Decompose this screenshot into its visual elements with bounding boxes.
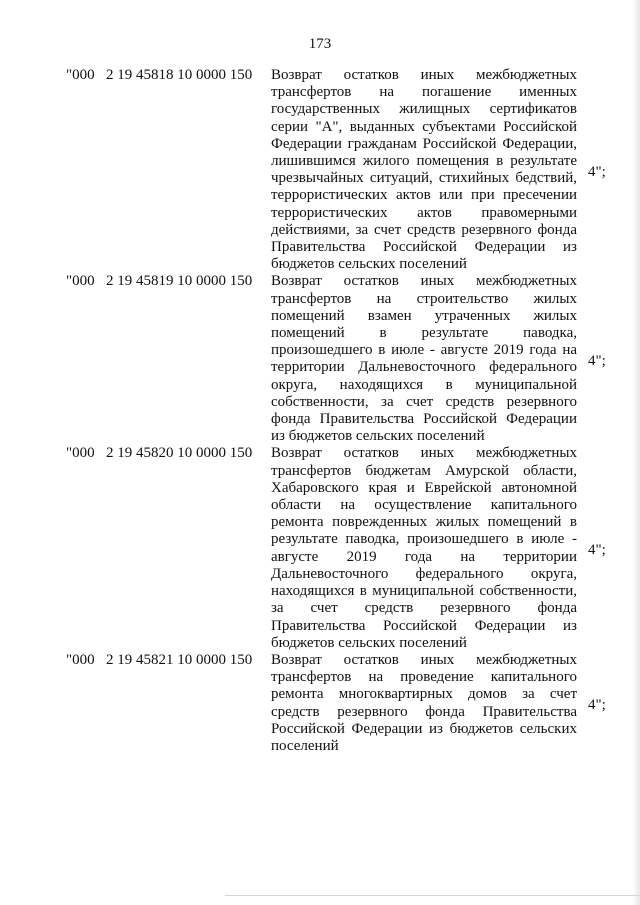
description-line: трансфертов на погашение именных xyxy=(271,84,577,101)
admin-code-prefix: "000 xyxy=(66,273,95,290)
description-line: трансфертов на проведение капитального xyxy=(271,669,577,686)
description-line: Федерации гражданам Российской Федерации, xyxy=(271,135,577,152)
budget-code-entry xyxy=(66,67,606,273)
description-line: Правительства Российской Федерации из xyxy=(271,239,577,256)
description-line: области на осуществление капитального xyxy=(271,497,577,514)
budget-classification-code: 2 19 45821 10 0000 150 xyxy=(106,651,253,668)
admin-code-prefix: "000 xyxy=(66,445,95,462)
description-line: Возврат остатков иных межбюджетных xyxy=(271,445,577,462)
description-line: помещений взамен утраченных жилых xyxy=(271,307,577,324)
description-line: действиями, за счет средств резервного фонда xyxy=(271,221,577,238)
income-description xyxy=(271,273,577,445)
scan-bottom-line xyxy=(225,895,640,896)
budget-code-entry xyxy=(66,652,606,755)
description-line: Возврат остатков иных межбюджетных xyxy=(271,67,577,83)
description-line: собственности, за счет средств резервного xyxy=(271,393,577,410)
admin-code-suffix: 4"; xyxy=(588,542,606,559)
budget-code-entry xyxy=(66,273,606,445)
income-description xyxy=(271,445,577,651)
budget-code-list xyxy=(66,67,606,755)
description-line: округа, находящихся в муниципальной xyxy=(271,376,577,393)
code-column xyxy=(66,445,252,462)
description-line: лишившимся жилого помещения в результате xyxy=(271,153,577,170)
description-line: ремонта поврежденных жилых помещений в xyxy=(271,514,577,531)
description-line: Российской Федерации из бюджетов сельских xyxy=(271,720,577,737)
description-line: Правительства Российской Федерации из xyxy=(271,617,577,634)
description-line: произошедшего в июле - августе 2019 года на xyxy=(271,342,577,359)
admin-code-suffix: 4"; xyxy=(588,352,606,369)
description-line: бюджетов сельских поселений xyxy=(271,256,467,273)
description-line: августе 2019 года на территории xyxy=(271,548,577,565)
description-line: Хабаровского края и Еврейской автономной xyxy=(271,479,577,496)
code-column xyxy=(66,652,252,669)
description-line: средств резервного фонда Правительства xyxy=(271,703,577,720)
scan-shadow-edge xyxy=(632,0,640,905)
code-column xyxy=(66,67,252,84)
description-line: террористических актов или при пресечении xyxy=(271,187,577,204)
description-line: за счет средств резервного фонда xyxy=(271,600,577,617)
description-line: трансфертов бюджетам Амурской области, xyxy=(271,462,577,479)
code-column xyxy=(66,273,252,290)
description-line: находящихся в муниципальной собственности, xyxy=(271,583,577,600)
description-line: чрезвычайных ситуаций, стихийных бедствий, xyxy=(271,170,577,187)
description-line: фонда Правительства Российской Федерации xyxy=(271,411,577,428)
admin-code-prefix: "000 xyxy=(66,651,95,668)
admin-code-prefix: "000 xyxy=(66,67,95,83)
description-line: Возврат остатков иных межбюджетных xyxy=(271,273,577,290)
budget-classification-code: 2 19 45820 10 0000 150 xyxy=(106,445,253,462)
description-line: трансфертов на строительство жилых xyxy=(271,290,577,307)
description-line: бюджетов сельских поселений xyxy=(271,634,467,651)
description-line: террористических актов правомерными xyxy=(271,204,577,221)
budget-classification-code: 2 19 45818 10 0000 150 xyxy=(106,67,253,83)
admin-code-suffix: 4"; xyxy=(588,163,606,180)
admin-code-suffix: 4"; xyxy=(588,696,606,713)
description-line: территории Дальневосточного федерального xyxy=(271,359,577,376)
description-line: Дальневосточного федерального округа, xyxy=(271,565,577,582)
description-line: Возврат остатков иных межбюджетных xyxy=(271,651,577,668)
description-line: поселений xyxy=(271,737,339,754)
description-line: государственных жилищных сертификатов xyxy=(271,101,577,118)
page-number: 173 xyxy=(308,36,332,52)
description-line: помещений в результате паводка, xyxy=(271,325,577,342)
income-description xyxy=(271,67,577,273)
description-line: из бюджетов сельских поселений xyxy=(271,428,485,445)
income-description xyxy=(271,652,577,755)
description-line: серии "А", выданных субъектами Российской xyxy=(271,118,577,135)
description-line: ремонта многоквартирных домов за счет xyxy=(271,686,577,703)
budget-classification-code: 2 19 45819 10 0000 150 xyxy=(106,273,253,290)
budget-code-entry xyxy=(66,445,606,651)
description-line: результате паводка, произошедшего в июле - xyxy=(271,531,577,548)
